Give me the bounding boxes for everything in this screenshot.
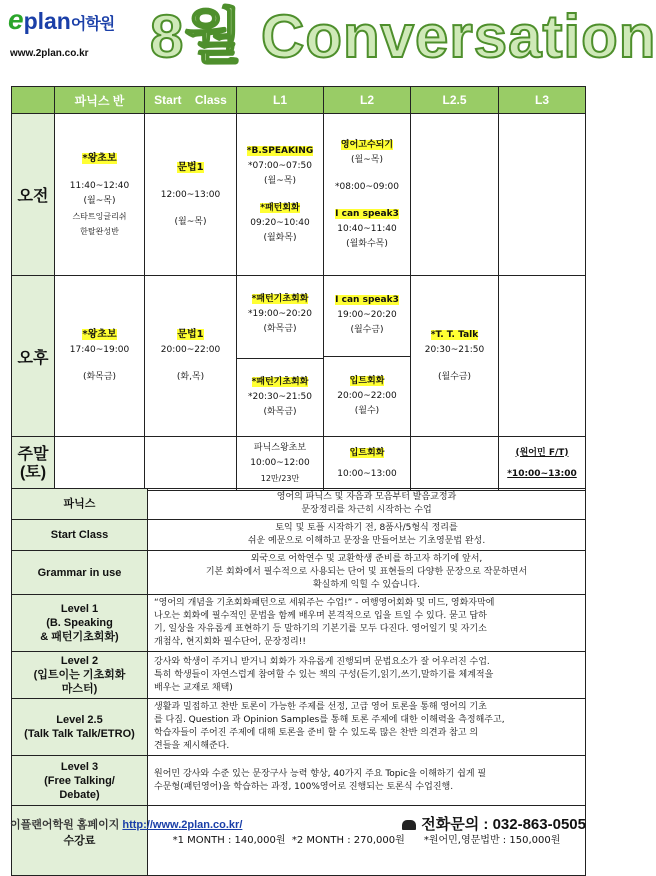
desc-text [148,756,586,806]
desc-label [12,756,148,806]
schedule-table [11,86,586,491]
class-days: (월~목) [174,216,207,227]
weekend-l3 [499,437,586,491]
weekend-l1 [237,437,324,491]
row-afternoon [12,276,586,437]
class-price: 12만/23만 [260,474,300,483]
class-time: 17:40~19:00 [69,345,130,355]
desc-text-line: 기, 일상을 자유롭게 표현하기 등 말하기의 기본기를 모두 다진다. 영어일기 및 자기소 [154,624,487,634]
desc-text-line: 쉬운 예문으로 이해하고 문장을 만들어보는 기초영문법 완성. [247,536,486,546]
class-title: (원어민 F/T) [515,447,569,458]
class-days: (월수금) [350,325,384,336]
morning-phonics [55,114,145,276]
class-title: I can speak3 [335,295,399,306]
footer-homepage [10,816,242,832]
class-time: *10:00~13:00 [507,468,577,479]
desc-label-line: Level 2.5 [56,714,103,726]
row-morning [12,114,586,276]
class-days: (월~목) [83,195,116,206]
afternoon-phonics [55,276,145,437]
class-days: (월~목) [351,154,383,165]
class-title: 입트회화 [349,447,385,458]
class-days: (화목금) [263,406,297,417]
header-phonics: 파닉스 반 [55,87,145,114]
desc-text-line: 개첨삭, 현지회화 필수단어, 문장정리!! [154,637,306,647]
class-time: *19:00~20:20 [248,309,312,320]
desc-label-line: Grammar in use [37,566,122,579]
morning-l2 [324,114,411,276]
class-title: 영어고수되기 [340,139,394,150]
desc-row [12,489,586,520]
class-time: 10:00~13:00 [337,468,397,479]
class-time: *07:00~07:50 [248,160,312,171]
desc-row [12,595,586,652]
desc-label-line: (Free Talking/ [44,774,115,787]
class-title: I can speak3 [335,208,399,219]
class-title: *패턴기초회화 [251,376,309,387]
header-l2: L2 [324,87,411,114]
homepage-link[interactable]: http://www.2plan.co.kr/ [122,819,243,831]
morning-l3 [499,114,586,276]
logo-korean: 어학원 [70,16,115,33]
logo-url: www.2plan.co.kr [10,48,89,59]
desc-label-line: Level 2 [60,655,99,667]
desc-text-line: 토익 및 토플 시작하기 전, 8품사/5형식 정리를 [275,523,458,533]
weekend-l25 [411,437,499,491]
class-time: 20:00~22:00 [337,390,397,401]
desc-text [148,652,586,699]
desc-text [148,595,586,652]
desc-label-line: Debate) [59,788,100,801]
desc-row [12,756,586,806]
desc-text [148,551,586,595]
class-title: 파닉스왕초보 [253,443,307,453]
slot-weekend [12,437,55,491]
desc-label-line: Level 3 [60,760,99,773]
phone-number: 전화문의 : 032-863-0505 [421,816,586,833]
desc-text-line: 기본 회화에서 필수적으로 사용되는 단어 및 표현들의 다양한 문장으로 작문하면서 [205,567,528,577]
desc-label-line: (입트이는 기초회화 [33,669,126,681]
header-l25: L2.5 [411,87,499,114]
class-title: *패턴회화 [260,202,300,213]
header-l3: L3 [499,87,586,114]
morning-start [145,114,237,276]
desc-text-line: 견들을 제시해준다. [154,741,230,751]
desc-text-line: 수문형(패턴영어)을 학습하는 과정, 100%영어로 진행되는 토론식 수업진행. [154,781,454,792]
desc-label [12,489,148,520]
desc-text [148,520,586,551]
class-days: (월수) [354,405,380,416]
weekend-phonics [55,437,145,491]
slot-weekend-sublabel: (토) [19,463,47,481]
class-time: 20:30~21:50 [424,344,485,355]
logo-e: e [8,4,24,35]
desc-text-line: “영어의 개념을 기초회화패턴으로 세워주는 수업!” - 여행영어회화 및 미드, 영화자막에 [154,598,495,608]
morning-l25 [411,114,499,276]
desc-label [12,520,148,551]
desc-text-line: 강사와 학생이 주거니 받거니 회화가 자유롭게 진행되며 문법요소가 잘 어우러진 수업. [154,656,490,667]
class-time: *20:30~21:50 [248,391,312,402]
class-title: *B.SPEAKING [246,145,314,156]
desc-label [12,652,148,699]
desc-text [148,699,586,756]
slot-morning: 오전 [12,114,55,276]
desc-row [12,652,586,699]
class-time: 10:40~11:40 [337,223,397,234]
class-time: 12:00~13:00 [160,189,221,200]
footer [10,813,586,833]
class-title: *패턴기초회화 [251,294,309,305]
morning-l1 [237,114,324,276]
class-time: 09:20~10:40 [250,217,310,228]
logo-plan: plan [23,8,71,34]
header-start-class: Start Class [145,87,237,114]
desc-text-line: 확실하게 익힐 수 있습니다. [312,580,421,590]
desc-text-line: 문장정리를 차근히 시작하는 수업 [301,505,432,515]
desc-row [12,520,586,551]
desc-text-line: 외국으로 어학연수 및 교환학생 준비를 하고자 하기에 앞서, [250,554,483,564]
header-l1: L1 [237,87,324,114]
class-note: 한탈완성반 [80,226,119,236]
afternoon-l25 [411,276,499,437]
desc-text-line: 원어민 강사와 수준 있는 문장구사 능력 향상, 40가지 주요 Topic을 이해하기 쉽게 필 [154,768,487,779]
class-title: 문법1 [177,161,204,173]
desc-label [12,595,148,652]
desc-label-line: Start Class [50,529,109,541]
desc-text-line: 를 다짐. Question 과 Opinion Samples를 통해 토론 주제에 대한 이해력을 측정해주고, [154,715,505,725]
class-days: (월수금) [437,371,472,382]
class-days: (월~목) [264,175,296,186]
class-time: 19:00~20:20 [337,310,397,321]
desc-label-line: 수강료 [63,834,96,847]
class-note: 스타트잉글리쉬 [72,211,127,221]
afternoon-l2 [324,276,411,437]
class-days: (화,목) [176,372,205,382]
header-corner [12,87,55,114]
class-title: *왕초보 [82,329,117,340]
class-title: 입트회화 [349,375,385,386]
weekend-l2 [324,437,411,491]
afternoon-start [145,276,237,437]
desc-label-line: & 패턴기초회화) [40,631,119,643]
class-time: 20:00~22:00 [160,345,221,355]
slot-afternoon: 오후 [12,276,55,437]
class-title: 문법1 [177,329,204,340]
desc-label-line: 파닉스 [63,498,96,510]
desc-text-line: 나오는 회화에 필수적인 문법을 함께 배우며 본격적으로 입을 트일 수 있다. 묻고 답하 [154,611,487,621]
class-days: (월화수목) [346,238,388,249]
desc-text [148,489,586,520]
desc-label-line: (B. Speaking [46,617,113,629]
footer-homepage-label: 이플랜어학원 홈페이지 [10,819,120,831]
desc-text-line: 영어의 파닉스 및 자음과 모음부터 발음교정과 [276,492,457,502]
footer-phone [402,813,586,834]
desc-label-line: 마스터) [61,683,98,695]
desc-label-line: (Talk Talk Talk/ETRO) [24,728,135,740]
weekend-start [145,437,237,491]
desc-text-line: 생활과 밀접하고 찬반 토론이 가능한 주제를 선정, 고급 영어 토론을 통해 영어의 기초 [154,702,487,712]
page-title: 8월 Conversation [150,3,656,70]
class-days: (월화목) [263,232,297,243]
desc-label-line: Level 1 [60,603,99,615]
phone-icon [402,820,416,830]
desc-text-line: *1 MONTH : 140,000원 *2 MONTH : 270,000원 *원어민,영문법반 : 150,000원 [172,835,561,846]
afternoon-l3 [499,276,586,437]
desc-text-line: 특히 학생들이 자연스럽게 참여할 수 있는 책의 구성(듣기,읽기,쓰기,말하기를 체계적을 [154,669,494,680]
desc-text-line: 배우는 교재로 채택) [154,682,233,693]
logo [8,4,118,66]
desc-label [12,551,148,595]
class-title: *왕초보 [82,152,117,164]
afternoon-l1 [237,276,324,437]
row-weekend [12,437,586,491]
logo-wordmark [8,6,114,39]
class-time: 11:40~12:40 [69,180,130,191]
schedule-header-row [12,87,586,114]
desc-row [12,699,586,756]
class-time: 10:00~12:00 [250,458,310,468]
desc-row [12,551,586,595]
desc-text-line: 학습자들이 주어진 주제에 대해 토론을 준비 할 수 있도록 많은 찬반 의견과 참고 의 [154,728,479,738]
class-title: *T. T. Talk [430,329,479,340]
desc-label [12,699,148,756]
class-days: (화목금) [82,372,117,382]
slot-weekend-label: 주말 [17,445,49,463]
class-days: (화목금) [263,324,297,335]
class-time: *08:00~09:00 [335,181,399,192]
